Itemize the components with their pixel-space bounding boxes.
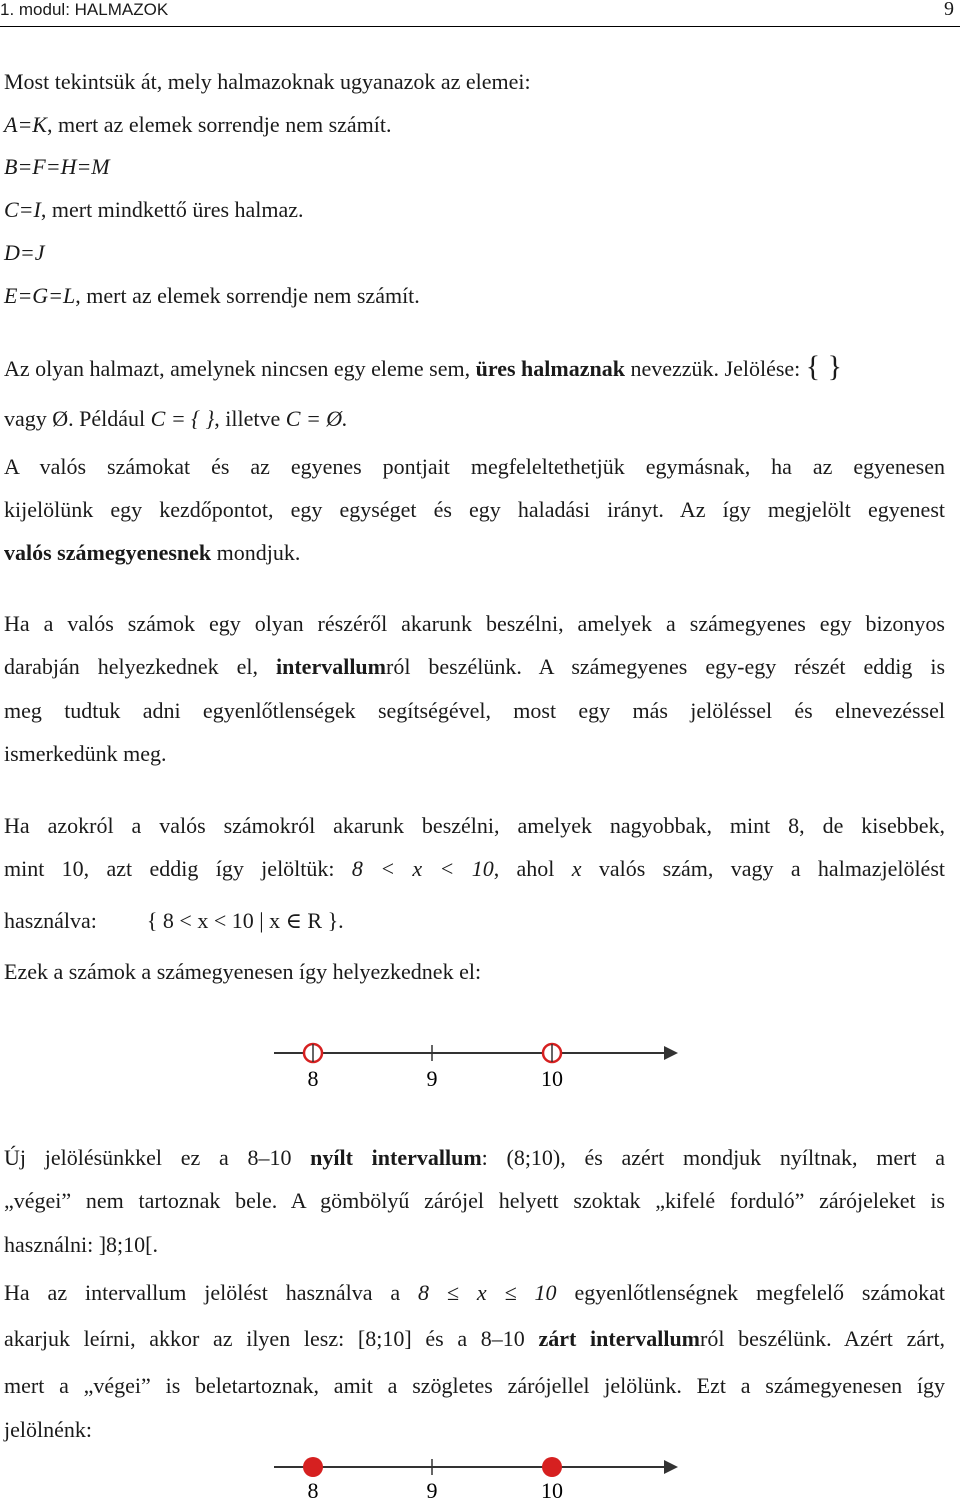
module-title: 1. modul: HALMAZOK (0, 0, 169, 19)
text-line: D=J (4, 240, 45, 265)
tick-label: 10 (541, 1066, 563, 1091)
text-line: A valós számokat és az egyenes pontjait megfeleltethetjük egymásnak, ha az egyenesen (4, 454, 945, 479)
text-line: Ha az intervallum jelölést használva a 8 ≤ x ≤ 10 egyenlőtlenségnek megfelelő számokat (4, 1280, 946, 1305)
text-line: darabján helyezkednek el, intervallumról beszélünk. A számegyenes egy-egy részét eddig is (4, 654, 946, 679)
term-real-number-line: valós számegyenesnek (4, 540, 212, 565)
empty-set-braces: { } (805, 350, 843, 383)
text-line: E=G=L, mert az elemek sorrendje nem számít. (4, 283, 420, 308)
tick-label: 8 (307, 1066, 319, 1091)
math-inequality: 8 ≤ x ≤ 10 (418, 1280, 557, 1305)
set-builder-notation: { 8 < x < 10 | x ∈ R }. (146, 908, 344, 933)
text-line: Ha a valós számok egy olyan részéről akarunk beszélni, amelyek a számegyenes egy bizonyos (4, 611, 945, 636)
tick-label: 9 (426, 1478, 438, 1502)
text-line: Az olyan halmazt, amelynek nincsen egy eleme sem, üres halmaznak nevezzük. Jelölése: { } (4, 350, 843, 383)
text-line: Ha azokról a valós számokról akarunk beszélni, amelyek nagyobbak, mint 8, de kisebbek, (4, 813, 945, 838)
text-line: „végei” nem tartoznak bele. A gömbölyű zárójel helyett szoktak „kifelé forduló” zárójeleket is (4, 1188, 945, 1213)
text-line: jelölnénk: (4, 1417, 92, 1442)
term-interval: intervallum (276, 654, 386, 679)
text-line: valós számegyenesnek mondjuk. (4, 540, 301, 565)
number-line-open-interval (268, 1036, 688, 1096)
text-line: B=F=H=M (4, 154, 110, 179)
text-line: meg tudtuk adni egyenlőtlenségek segítségével, most egy más jelöléssel és elnevezéssel (4, 698, 945, 723)
tick-label: 9 (426, 1066, 438, 1091)
text-line: akarjuk leírni, akkor az ilyen lesz: [8;10] és a 8–10 zárt intervallumról beszélünk. Azért zárt, (4, 1326, 946, 1351)
text-line: Ezek a számok a számegyenesen így helyezkednek el: (4, 959, 482, 984)
text-line: használni: ]8;10[. (4, 1232, 158, 1257)
term-open-interval: nyílt intervallum (310, 1145, 482, 1170)
page-header (0, 0, 960, 27)
text-line: A=K, mert az elemek sorrendje nem számít. (4, 112, 392, 137)
text-line: mint 10, azt eddig így jelöltük: 8 < x < 10, ahol x valós szám, vagy a halmazjelölést (4, 856, 945, 881)
text-line: vagy Ø. Például C = { }, illetve C = Ø. (4, 406, 348, 431)
tick-label: 10 (541, 1478, 563, 1502)
arrow-head (664, 1460, 678, 1474)
term-empty-set: üres halmaznak (475, 356, 625, 381)
page-number: 9 (944, 0, 954, 20)
math-inequality: 8 < x < 10 (351, 856, 494, 881)
term-closed-interval: zárt intervallum (538, 1326, 701, 1351)
text-line: Most tekintsük át, mely halmazoknak ugyanazok az elemei: (4, 69, 531, 94)
tick-label: 8 (307, 1478, 319, 1502)
arrow-head (664, 1046, 678, 1060)
text-line: használva: { 8 < x < 10 | x ∈ R }. (4, 908, 344, 933)
text-line: kijelölünk egy kezdőpontot, egy egységet és egy haladási irányt. Az így megjelölt egyenest (4, 497, 945, 522)
math-expression: C = { } (150, 406, 215, 431)
math-expression: C = Ø. (285, 406, 348, 431)
interval-notation: [8;10] (357, 1326, 412, 1351)
text-line: mert a „végei” is beletartoznak, amit a szögletes zárójellel jelölünk. Ezt a számegyenesen így (4, 1373, 945, 1398)
closed-endpoint-10 (542, 1457, 562, 1477)
number-line-closed-interval (268, 1450, 688, 1502)
text-line: C=I, mert mindkettő üres halmaz. (4, 197, 304, 222)
interval-notation: ]8;10[. (98, 1232, 158, 1257)
text-line: ismerkedünk meg. (4, 741, 167, 766)
closed-endpoint-8 (303, 1457, 323, 1477)
text-line: Új jelölésünkkel ez a 8–10 nyílt intervallum: (8;10), és azért mondjuk nyíltnak, mert a (4, 1145, 946, 1170)
